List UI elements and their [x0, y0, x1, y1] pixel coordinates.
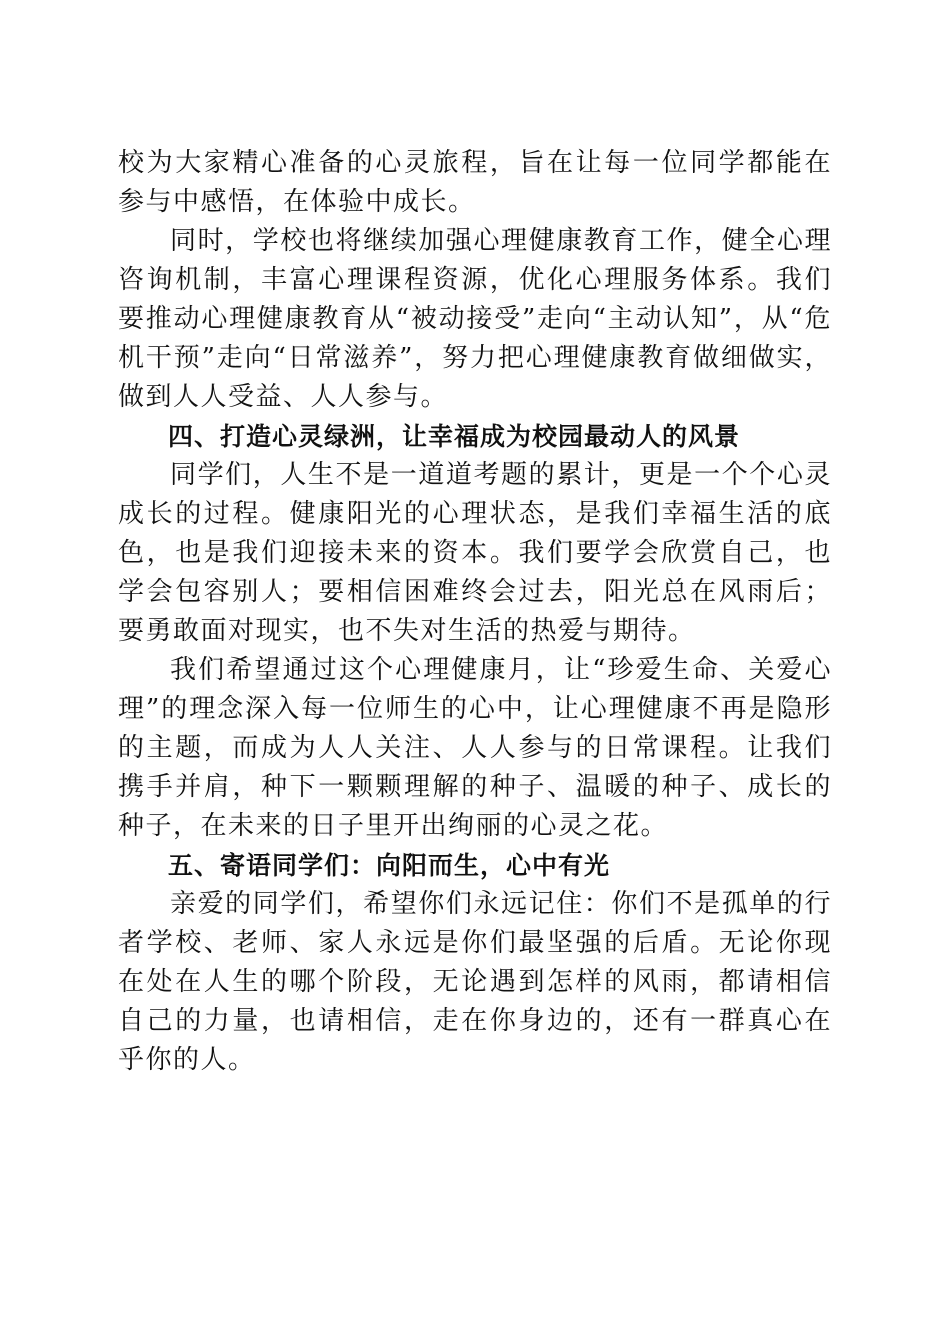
paragraph-message-to-students: 亲爱的同学们，希望你们永远记住：你们不是孤单的行者学校、老师、家人永远是你们最坚强的后盾。无论你现在处在人生的哪个阶段，无论遇到怎样的风雨，都请相信自己的力量，也请相信，走在你身边的，还有一群真心在乎你的人。: [118, 889, 832, 1075]
paragraph-health-month: 我们希望通过这个心理健康月，让“珍爱生命、关爱心理”的理念深入每一位师生的心中，让心理健康不再是隐形的主题，而成为人人关注、人人参与的日常课程。让我们携手并肩，种下一颗颗理解的种子、温暖的种子、成长的种子，在未来的日子里开出绚丽的心灵之花。: [118, 655, 832, 841]
section-heading-5: 五、寄语同学们：向阳而生，心中有光: [168, 851, 611, 880]
paragraph-mental-health-work: 同时，学校也将继续加强心理健康教育工作，健全心理咨询机制，丰富心理课程资源，优化心理服务体系。我们要推动心理健康教育从“被动接受”走向“主动认知”，从“危机干预”走向“日常滋养”，努力把心理健康教育做细做实，做到人人受益、人人参与。: [118, 226, 832, 412]
paragraph-life-growth: 同学们，人生不是一道道考题的累计，更是一个个心灵成长的过程。健康阳光的心理状态，是我们幸福生活的底色，也是我们迎接未来的资本。我们要学会欣赏自己，也学会包容别人；要相信困难终会过去，阳光总在风雨后；要勇敢面对现实，也不失对生活的热爱与期待。: [118, 460, 832, 646]
paragraph-continued: 校为大家精心准备的心灵旅程，旨在让每一位同学都能在参与中感悟，在体验中成长。: [118, 148, 832, 217]
document-body: [118, 144, 832, 1080]
section-heading-4: 四、打造心灵绿洲，让幸福成为校园最动人的风景: [168, 422, 741, 451]
